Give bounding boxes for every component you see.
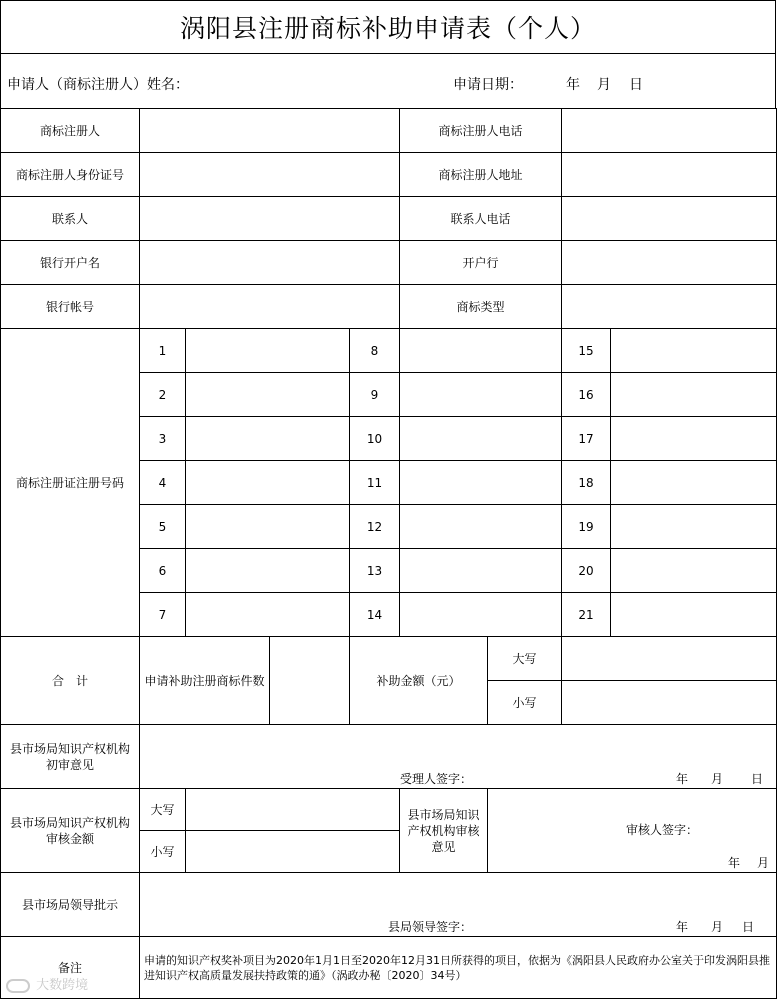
remark-text: 申请的知识产权奖补项目为2020年1月1日至2020年12月31日所获得的项目，依据为《涡阳县人民政府办公室关于印发涡阳县推进知识产权高质量发展扶持政策的通》（涡政办秘〔2020〕34号） xyxy=(140,937,777,999)
trademark-type-input[interactable] xyxy=(562,285,777,329)
contact-input[interactable] xyxy=(140,197,400,241)
approved-lower-label: 小写 xyxy=(140,831,186,873)
reg-number-input[interactable] xyxy=(186,373,350,417)
amount-upper-label: 大写 xyxy=(488,637,562,681)
leader-year-label: 年 xyxy=(676,920,689,934)
reg-number-input[interactable] xyxy=(186,505,350,549)
reg-number-index: 20 xyxy=(562,549,611,593)
reg-number-input[interactable] xyxy=(611,329,777,373)
trademark-count-input[interactable] xyxy=(270,637,350,725)
approval-month-label: 月 xyxy=(757,856,770,870)
reg-number-index: 17 xyxy=(562,417,611,461)
bank-label: 开户行 xyxy=(400,241,562,285)
bank-input[interactable] xyxy=(562,241,777,285)
leader-instruction-label: 县市场局领导批示 xyxy=(1,873,140,937)
reg-number-index: 21 xyxy=(562,593,611,637)
leader-day-label: 日 xyxy=(742,920,755,934)
amount-lower-input[interactable] xyxy=(562,681,777,725)
reg-number-index: 4 xyxy=(140,461,186,505)
subsidy-amount-label: 补助金额（元） xyxy=(350,637,488,725)
address-input[interactable] xyxy=(562,153,777,197)
reg-number-input[interactable] xyxy=(611,549,777,593)
bank-account-name-input[interactable] xyxy=(140,241,400,285)
reg-number-index: 19 xyxy=(562,505,611,549)
reg-number-input[interactable] xyxy=(400,549,562,593)
approved-upper-input[interactable] xyxy=(186,789,400,831)
reg-number-section-label: 商标注册证注册号码 xyxy=(1,329,140,637)
reg-number-input[interactable] xyxy=(400,461,562,505)
approval-opinion-input[interactable] xyxy=(488,789,777,873)
reg-number-index: 13 xyxy=(350,549,400,593)
reg-number-input[interactable] xyxy=(186,461,350,505)
review-year-label: 年 xyxy=(676,772,689,786)
reg-number-input[interactable] xyxy=(186,417,350,461)
watermark xyxy=(6,974,88,993)
leader-signature-label: 县局领导签字： xyxy=(388,920,473,934)
reg-number-input[interactable] xyxy=(611,505,777,549)
id-number-label: 商标注册人身份证号 xyxy=(1,153,140,197)
reg-number-index: 7 xyxy=(140,593,186,637)
reg-number-index: 6 xyxy=(140,549,186,593)
bank-account-no-input[interactable] xyxy=(140,285,400,329)
approved-amount-label: 县市场局知识产权机构审核金额 xyxy=(1,789,140,873)
leader-month-label: 月 xyxy=(711,920,724,934)
form-title: 涡阳县注册商标补助申请表（个人） xyxy=(0,0,776,54)
reg-number-index: 3 xyxy=(140,417,186,461)
reg-number-input[interactable] xyxy=(400,417,562,461)
address-label: 商标注册人地址 xyxy=(400,153,562,197)
contact-phone-input[interactable] xyxy=(562,197,777,241)
registrant-phone-input[interactable] xyxy=(562,109,777,153)
reg-number-index: 14 xyxy=(350,593,400,637)
reg-number-input[interactable] xyxy=(186,329,350,373)
contact-phone-label: 联系人电话 xyxy=(400,197,562,241)
reg-number-index: 9 xyxy=(350,373,400,417)
remark-label: 备注 xyxy=(1,937,140,999)
reg-number-index: 18 xyxy=(562,461,611,505)
reg-number-input[interactable] xyxy=(611,373,777,417)
registrant-label: 商标注册人 xyxy=(1,109,140,153)
reg-number-index: 1 xyxy=(140,329,186,373)
bank-account-no-label: 银行帐号 xyxy=(1,285,140,329)
initial-review-input[interactable] xyxy=(140,725,777,789)
approval-opinion-label: 县市场局知识产权机构审核意见 xyxy=(400,789,488,873)
watermark-logo-icon xyxy=(6,979,30,993)
registrant-phone-label: 商标注册人电话 xyxy=(400,109,562,153)
registrant-input[interactable] xyxy=(140,109,400,153)
id-number-input[interactable] xyxy=(140,153,400,197)
date-day-label: 日 xyxy=(629,77,643,93)
trademark-type-label: 商标类型 xyxy=(400,285,562,329)
reg-number-index: 15 xyxy=(562,329,611,373)
contact-label: 联系人 xyxy=(1,197,140,241)
application-form-table xyxy=(0,108,777,999)
reg-number-input[interactable] xyxy=(611,593,777,637)
date-month-label: 月 xyxy=(597,77,611,93)
reg-number-input[interactable] xyxy=(400,373,562,417)
approval-year-label: 年 xyxy=(728,856,741,870)
amount-upper-input[interactable] xyxy=(562,637,777,681)
reg-number-index: 10 xyxy=(350,417,400,461)
acceptor-signature-label: 受理人签字： xyxy=(400,772,473,786)
review-month-label: 月 xyxy=(711,772,724,786)
amount-lower-label: 小写 xyxy=(488,681,562,725)
reg-number-input[interactable] xyxy=(611,461,777,505)
reg-number-input[interactable] xyxy=(186,593,350,637)
review-day-label: 日 xyxy=(751,772,764,786)
reg-number-input[interactable] xyxy=(400,329,562,373)
reg-number-input[interactable] xyxy=(400,593,562,637)
reg-number-index: 5 xyxy=(140,505,186,549)
approved-upper-label: 大写 xyxy=(140,789,186,831)
reg-number-input[interactable] xyxy=(400,505,562,549)
reviewer-signature-label: 审核人签字： xyxy=(626,823,699,837)
leader-instruction-input[interactable] xyxy=(140,873,777,937)
reg-number-index: 11 xyxy=(350,461,400,505)
application-date-label: 申请日期： xyxy=(453,77,523,93)
approved-lower-input[interactable] xyxy=(186,831,400,873)
reg-number-input[interactable] xyxy=(186,549,350,593)
reg-number-index: 12 xyxy=(350,505,400,549)
reg-number-index: 8 xyxy=(350,329,400,373)
initial-review-label: 县市场局知识产权机构初审意见 xyxy=(1,725,140,789)
reg-number-input[interactable] xyxy=(611,417,777,461)
reg-number-index: 2 xyxy=(140,373,186,417)
bank-account-name-label: 银行开户名 xyxy=(1,241,140,285)
total-label: 合 计 xyxy=(1,637,140,725)
applicant-name-label: 申请人（商标注册人）姓名： xyxy=(7,77,189,93)
date-year-label: 年 xyxy=(566,77,580,93)
watermark-text: 大数跨境 xyxy=(36,978,89,993)
form-header xyxy=(0,54,776,108)
reg-number-index: 16 xyxy=(562,373,611,417)
trademark-count-label: 申请补助注册商标件数 xyxy=(140,637,270,725)
